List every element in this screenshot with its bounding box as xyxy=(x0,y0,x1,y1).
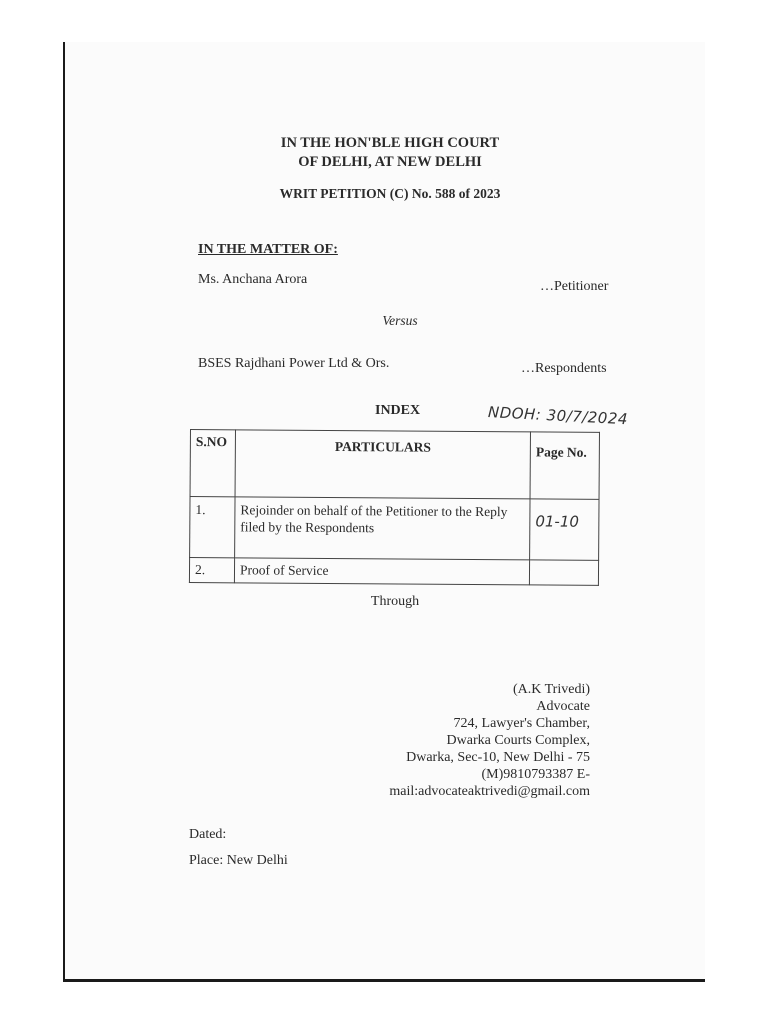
table-row xyxy=(189,558,598,586)
row-page: 01-10 xyxy=(530,499,599,560)
petitioner-role: …Petitioner xyxy=(540,279,609,294)
table-header-row xyxy=(190,430,599,500)
versus-label: Versus xyxy=(382,313,418,328)
handwritten-hearing-date: NDOH: 30/7/2024 xyxy=(487,403,629,429)
scan-edge-bottom xyxy=(63,979,705,982)
row-sno: 1. xyxy=(190,497,235,558)
through-label: Through xyxy=(370,594,420,609)
index-title: INDEX xyxy=(375,403,421,418)
petition-number: WRIT PETITION (C) No. 588 of 2023 xyxy=(279,186,501,201)
advocate-address-3: Dwarka, Sec-10, New Delhi - 75 xyxy=(406,750,590,765)
advocate-title: Advocate xyxy=(536,699,590,714)
advocate-name: (A.K Trivedi) xyxy=(512,682,590,697)
row-page xyxy=(529,560,598,585)
court-heading xyxy=(240,134,540,172)
place-label: Place: New Delhi xyxy=(189,853,288,868)
row-particulars: Proof of Service xyxy=(234,558,529,585)
table-row xyxy=(190,497,599,561)
row-sno: 2. xyxy=(189,558,234,583)
respondent-name: BSES Rajdhani Power Ltd & Ors. xyxy=(198,356,390,371)
advocate-address-2: Dwarka Courts Complex, xyxy=(446,733,590,748)
row-particulars: Rejoinder on behalf of the Petitioner to the Reply filed by the Respondents xyxy=(235,497,530,560)
index-table xyxy=(189,429,600,586)
header-particulars: PARTICULARS xyxy=(235,430,530,499)
advocate-contact-2: mail:advocateaktrivedi@gmail.com xyxy=(389,784,590,799)
advocate-block xyxy=(389,681,590,800)
court-line-1: IN THE HON'BLE HIGH COURT xyxy=(280,135,500,151)
respondent-role: …Respondents xyxy=(521,361,607,376)
matter-heading: IN THE MATTER OF: xyxy=(198,242,338,257)
dated-label: Dated: xyxy=(189,827,227,842)
header-sno: S.NO xyxy=(190,430,235,497)
court-line-2: OF DELHI, AT NEW DELHI xyxy=(298,154,482,170)
advocate-address-1: 724, Lawyer's Chamber, xyxy=(453,716,590,731)
header-page-no: Page No. xyxy=(530,432,599,499)
petitioner-name: Ms. Anchana Arora xyxy=(198,272,308,287)
advocate-contact-1: (M)9810793387 E- xyxy=(481,767,590,782)
